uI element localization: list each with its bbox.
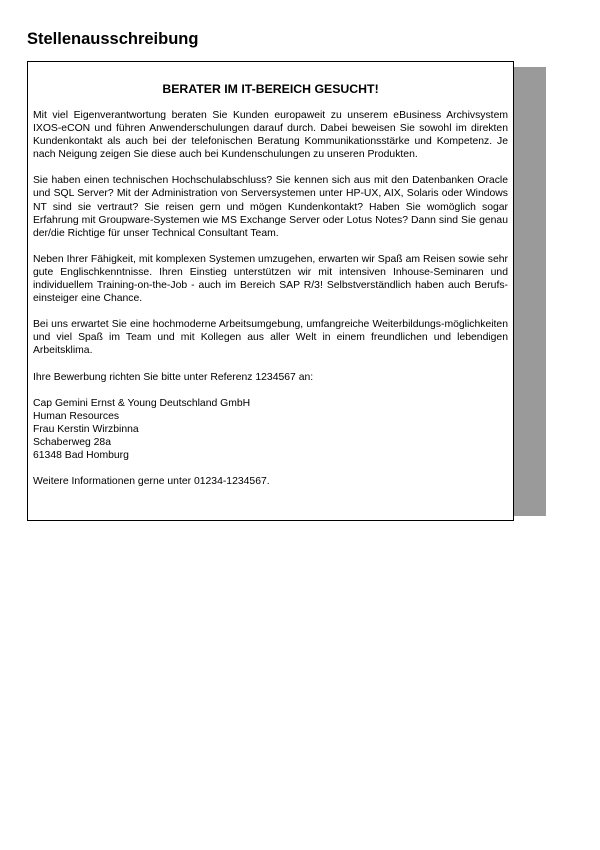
address-street: Schaberweg 28a [33, 436, 111, 448]
address-contact: Frau Kerstin Wirzbinna [33, 423, 139, 435]
ad-paragraph-2: Sie haben einen technischen Hochschulabschluss? Sie kennen sich aus mit den Datenbanken Oracle und SQL Server? Mit der Administration von Serversystemen unter HP-UX, AIX, Solaris oder Windows NT sind sie vertraut? Sie reisen gern und mögen Kundenkontakt? Haben Sie womöglich sogar Erfahrung mit Groupware-Systemen wie MS Exchange Server oder Lotus Notes? Dann sind Sie genau der/die Richtige für unser Technical Consultant Team. [33, 175, 508, 239]
address-city: 61348 Bad Homburg [33, 449, 129, 461]
ad-headline: BERATER IM IT-BEREICH GESUCHT! [162, 82, 379, 96]
ad-paragraph-4: Bei uns erwartet Sie eine hochmoderne Arbeitsumgebung, umfangreiche Weiterbildungs-möglichkeiten und viel Spaß im Team und mit Kollegen aus aller Welt in einem freundlichen und lebendigen Arbeitsklima. [33, 319, 508, 357]
application-note: Ihre Bewerbung richten Sie bitte unter Referenz 1234567 an: [33, 371, 314, 383]
page-title: Stellenausschreibung [27, 30, 199, 48]
ad-paragraph-1: Mit viel Eigenverantwortung beraten Sie Kunden europaweit zu unserem eBusiness Archivsystem IXOS-eCON und führen Anwenderschulungen darauf durch. Dabei beweisen Sie sowohl im direkten Kundenkontakt als auch bei der telefonischen Beratung Kommunikationsstärke und Kompetenz. Je nach Neigung zeigen Sie diese auch bei Kundenschulungen zu unseren Produkten. [33, 110, 508, 161]
more-info-line: Weitere Informationen gerne unter 01234-1234567. [33, 476, 270, 488]
address-department: Human Resources [33, 410, 120, 422]
ad-paragraph-3: Neben Ihrer Fähigkeit, mit komplexen Systemen umzugehen, erwarten wir Spaß am Reisen sowie sehr gute Englischkenntnisse. Ihren Einstieg unterstützen wir mit intensiven Inhouse-Seminaren und individuellem Training-on-the-Job - auch im Bereich SAP R/3! Selbstverständlich haben auch Berufs-einsteiger eine Chance. [33, 253, 508, 305]
job-ad-box [27, 61, 514, 521]
address-block [33, 397, 508, 462]
address-company: Cap Gemini Ernst & Young Deutschland GmbH [33, 397, 251, 409]
